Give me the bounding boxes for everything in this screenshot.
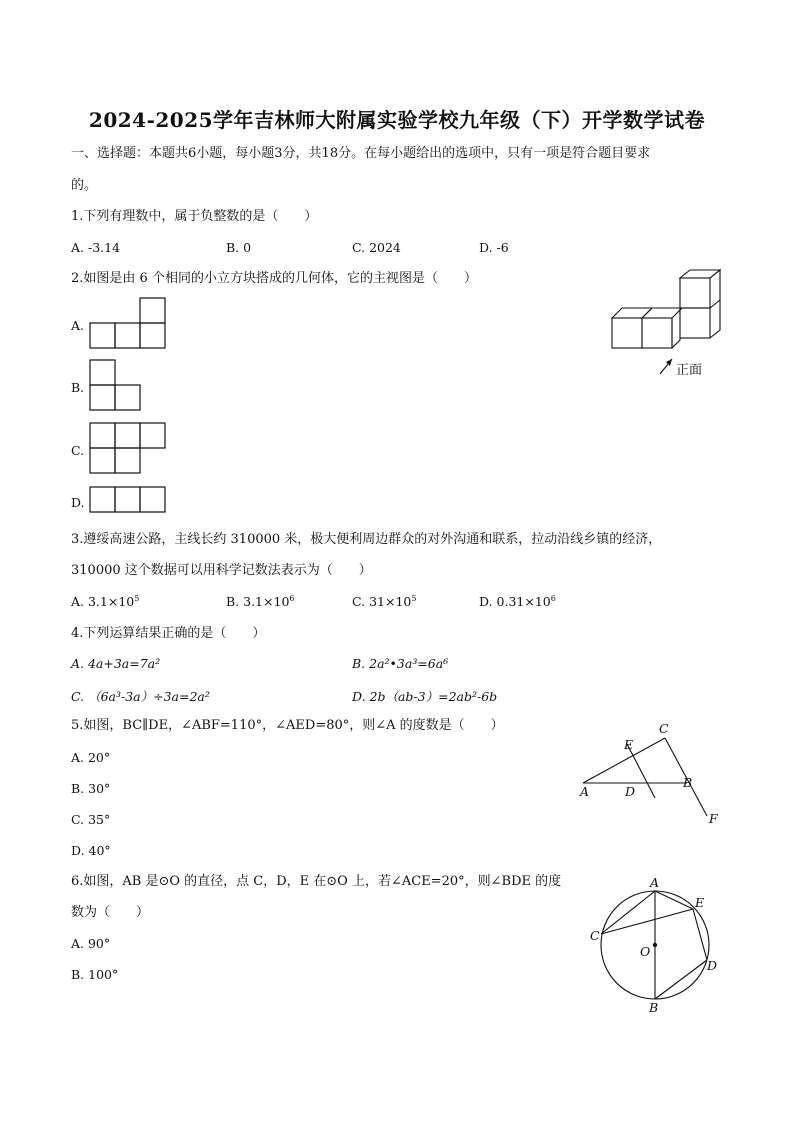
q5-point-f: F — [709, 811, 718, 826]
q5-option-b: B. 30° — [71, 781, 111, 796]
q3-option-c: C. $31\times 10^5$ — [352, 594, 417, 610]
question-3-stem-line1: 3.遵绥高速公路，主线长约 310000 米，极大便利周边群众的对外沟通和联系，拉动沿线乡镇的经济， — [71, 532, 662, 547]
question-6-stem-line2: 数为（ ） — [71, 905, 150, 920]
q5-point-d: D — [625, 784, 636, 799]
q2-option-c-figure — [89, 422, 169, 476]
question-5-stem: 5.如图，BC∥DE，∠ABF=110°，∠AED=80°，则∠A 的度数是（ ） — [71, 718, 504, 733]
q6-point-e: E — [695, 895, 705, 910]
q6-option-b: B. 100° — [71, 967, 119, 982]
question-6-stem-line1: 6.如图，AB 是⊙O 的直径，点 C，D，E 在⊙O 上，若∠ACE=20°，则∠BDE 的度 — [71, 874, 562, 889]
q4-option-c: C. （6a³-3a）÷3a=2a² — [71, 689, 210, 704]
front-label: 正面 — [676, 363, 703, 378]
q2-option-a-label: A. — [71, 318, 85, 333]
question-3-stem-line2: 310000 这个数据可以用科学记数法表示为（ ） — [71, 563, 372, 578]
question-4-stem: 4.下列运算结果正确的是（ ） — [71, 626, 266, 641]
q4-option-a: A. 4a+3a=7a² — [71, 656, 161, 671]
q6-circle-figure — [585, 874, 725, 1016]
q6-point-c: C — [590, 928, 600, 943]
q3-option-a: A. $3.1\times 10^5$ — [71, 594, 140, 610]
section-instruction-line1: 一、选择题：本题共6小题，每小题3分，共18分。在每小题给出的选项中，只有一项是符合题目要求 — [71, 146, 651, 161]
q2-cube-figure — [606, 266, 726, 381]
q2-option-c-label: C. — [71, 443, 85, 458]
q6-point-o: O — [640, 944, 651, 959]
q6-center-point — [653, 943, 657, 947]
q5-option-c: C. 35° — [71, 812, 111, 827]
q2-option-a-figure — [89, 297, 169, 349]
page-title: 2024-2025学年吉林师大附属实验学校九年级（下）开学数学试卷 — [88, 108, 706, 132]
q6-point-a: A — [650, 875, 660, 890]
q5-point-e: E — [624, 737, 634, 752]
q5-point-b: B — [683, 775, 693, 790]
q5-option-a: A. 20° — [71, 750, 111, 765]
q1-option-c: C. 2024 — [352, 240, 401, 255]
q3-option-d: D. $0.31\times 10^6$ — [479, 594, 556, 610]
section-instruction-line2: 的。 — [71, 178, 98, 193]
q1-option-b: B. 0 — [226, 240, 252, 255]
q4-option-b: B. 2a²•3a³=6a⁶ — [352, 656, 449, 671]
q6-point-b: B — [649, 1000, 659, 1015]
q5-point-c: C — [659, 721, 669, 736]
front-arrow-icon — [660, 359, 672, 374]
q6-point-d: D — [707, 958, 718, 973]
q4-option-d: D. 2b（ab-3）=2ab²-6b — [352, 689, 498, 704]
q2-option-b-figure — [89, 359, 144, 413]
q3-option-b: B. $3.1\times 10^6$ — [226, 594, 295, 610]
q5-parallel-lines-figure — [575, 716, 725, 828]
question-2-stem: 2.如图是由 6 个相同的小立方块搭成的几何体，它的主视图是（ ） — [71, 271, 477, 286]
question-1-stem: 1.下列有理数中，属于负整数的是（ ） — [71, 209, 318, 224]
q2-option-d-label: D. — [71, 495, 85, 510]
q5-option-d: D. 40° — [71, 843, 111, 858]
q1-option-d: D. -6 — [479, 240, 509, 255]
q2-option-b-label: B. — [71, 380, 85, 395]
q6-option-a: A. 90° — [71, 936, 111, 951]
q2-option-d-figure — [89, 486, 169, 516]
q1-option-a: A. -3.14 — [71, 240, 121, 255]
q5-point-a: A — [580, 784, 590, 799]
